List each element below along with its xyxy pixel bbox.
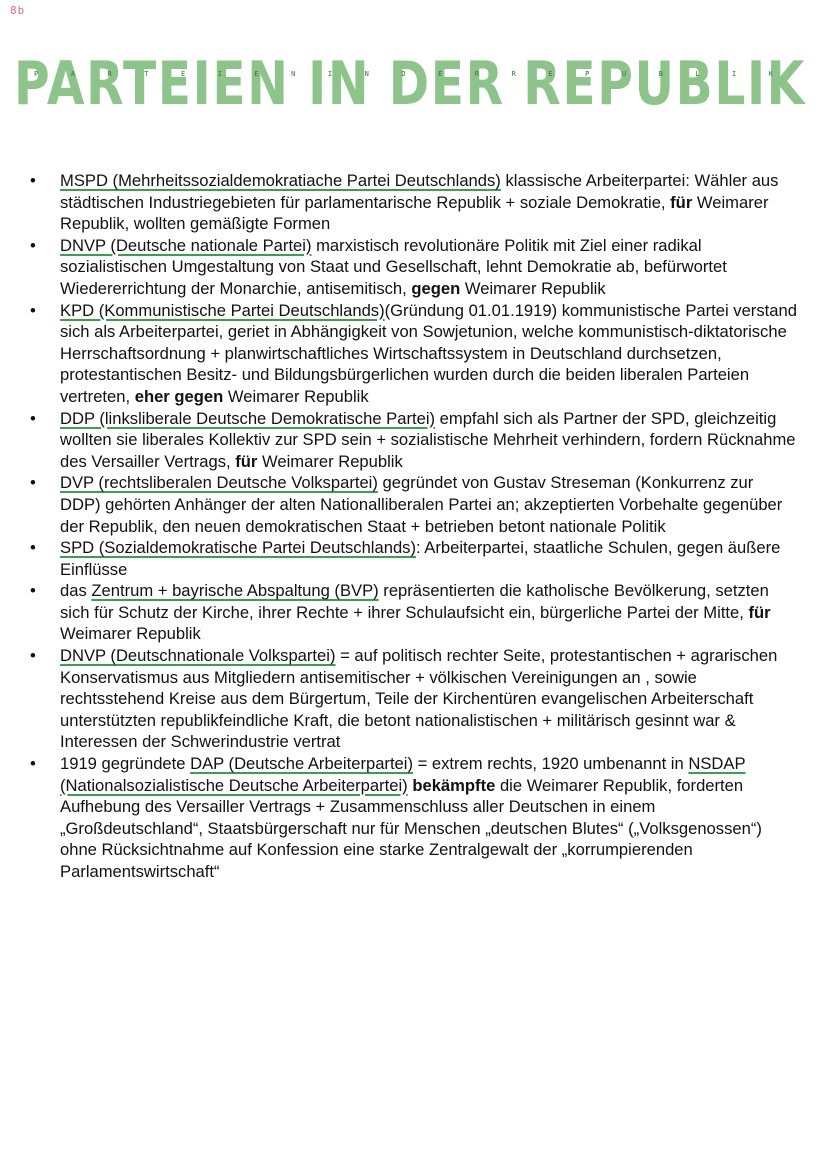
party-name: KPD (Kommunistische Partei Deutschlands) bbox=[60, 300, 385, 320]
party-list bbox=[28, 170, 798, 883]
party-stance: gegen bbox=[411, 278, 461, 298]
party-text: marxistisch revolutionäre Politik mit Ziel einer radikal sozialistischen Umgestaltung von Staat und Gesellschaft, lehnt Demokratie ab, befürwortet Wiedererrichtung der Monarchie, antisemitisch, bbox=[60, 235, 727, 298]
party-name: DDP (linksliberale Deutsche Demokratische Partei) bbox=[60, 408, 436, 428]
bullet: • bbox=[30, 408, 36, 428]
bullet: • bbox=[30, 581, 36, 601]
party-prefix: 1919 gegründete bbox=[60, 754, 191, 774]
list-item bbox=[28, 170, 798, 235]
list-item bbox=[28, 537, 798, 580]
list-item bbox=[28, 300, 798, 408]
party-name: DVP (rechtsliberalen Deutsche Volkspartei) bbox=[60, 473, 378, 493]
party-text-end: Weimarer Republik bbox=[257, 451, 403, 471]
list-item bbox=[28, 235, 798, 300]
bullet: • bbox=[30, 235, 36, 255]
party-text: klassische Arbeiterpartei: Wähler aus städtischen Industriegebieten für parlamentarische Republik + soziale Demokratie, bbox=[60, 171, 779, 212]
party-name: DNVP (Deutschnationale Volkspartei) bbox=[60, 646, 336, 666]
party-stance: für bbox=[670, 192, 693, 212]
list-item bbox=[28, 753, 798, 883]
party-text: repräsentierten die katholische Bevölkerung, setzten sich für Schutz der Kirche, ihrer Rechte + ihrer Schulaufsicht ein, bürgerliche Partei der Mitte, bbox=[60, 581, 769, 622]
bullet: • bbox=[30, 171, 36, 190]
party-name: DAP (Deutsche Arbeiterpartei) bbox=[190, 754, 413, 774]
party-text-end: Weimarer Republik bbox=[460, 278, 606, 298]
party-prefix: das bbox=[60, 581, 92, 601]
bullet: • bbox=[30, 646, 36, 666]
bullet: • bbox=[30, 538, 36, 558]
list-item bbox=[28, 408, 798, 473]
title-text: PARTEIEN IN DER REPUBLIK bbox=[14, 49, 807, 119]
list-item bbox=[28, 645, 798, 753]
party-stance: eher gegen bbox=[134, 386, 224, 406]
list-item bbox=[28, 472, 798, 537]
party-text-end: Weimarer Republik bbox=[60, 624, 201, 644]
party-name: Zentrum + bayrische Abspaltung (BVP) bbox=[91, 581, 379, 601]
party-name: DNVP (Deutsche nationale Partei) bbox=[60, 235, 312, 255]
party-stance: für bbox=[748, 602, 771, 622]
party-text: : Arbeiterpartei, staatliche Schulen, gegen äußere Einflüsse bbox=[60, 538, 781, 579]
title-overlay-text: P A R T E I E N I N D E R R E P U B L I K bbox=[34, 70, 775, 78]
party-stance: bekämpfte bbox=[407, 775, 496, 795]
party-text: gegründet von Gustav Streseman (Konkurrenz zur DDP) gehörten Anhänger der alten Nationalliberalen Partei an; akzeptierten Vorbehalte gegenüber der Republik, den neuen demokratischen Staat + betrieben betont nationale Politik bbox=[60, 473, 783, 536]
party-name: SPD (Sozialdemokratische Partei Deutschlands) bbox=[60, 538, 416, 558]
bullet: • bbox=[30, 300, 36, 320]
page-title bbox=[14, 42, 814, 122]
party-text: die Weimarer Republik, forderten Aufhebung des Versailler Vertrags + Zusammenschluss aller Deutschen in einem „Großdeutschland“, Staatsbürgerschaft nur für Menschen „deutschen Blutes“ („Volksgenossen“) ohne Rücksichtnahme auf Konfession eine starke Zentralgewalt der „korrumpierenden Parlamentswirtschaft“ bbox=[60, 775, 762, 881]
page-number-mark: 8b bbox=[10, 4, 26, 17]
party-stance: für bbox=[235, 451, 258, 471]
party-text-end: Weimarer Republik, wollten gemäßigte Formen bbox=[60, 192, 769, 234]
party-text: = auf politisch rechter Seite, protestantischen + agrarischen Konservatismus aus Mitgliedern antisemitischer + völkischen Vereinigungen an , sowie rechtsstehend Kreise aus dem Bürgertum, Teile der Kirchentüren evangelischen Arbeiterschaft unterstützten republikfeindliche Kraft, die betont nationalistischen + militärisch gesinnt war & Interessen der Schwerindustrie vertrat bbox=[60, 646, 778, 752]
party-text-end: Weimarer Republik bbox=[223, 386, 369, 406]
list-item bbox=[28, 580, 798, 645]
party-text: empfahl sich als Partner der SPD, gleichzeitig wollten sie liberales Kollektiv zur SPD sein + sozialistische Mehrheit verhindern, fordern Rücknahme des Versailler Vertrags, bbox=[60, 408, 796, 471]
party-text-mid: = extrem rechts, 1920 umbenannt in bbox=[413, 754, 689, 774]
party-name: MSPD (Mehrheitssozialdemokratiache Partei Deutschlands) bbox=[60, 171, 501, 190]
bullet: • bbox=[30, 754, 36, 774]
bullet: • bbox=[30, 473, 36, 493]
party-text: (Gründung 01.01.1919) kommunistische Partei verstand sich als Arbeiterpartei, geriet in Abhängigkeit von Sowjetunion, welche kommunistisch-diktatorische Herrschaftsordnung + planwirtschaftliches Wirtschaftssystem in Deutschland durchsetzen, protestantischen Besitz- und Bildungsbürgerlichen wurden durch die beiden liberalen Parteien vertreten, bbox=[60, 300, 797, 406]
title-lettering bbox=[14, 42, 814, 122]
party-name-2: NSDAP (Nationalsozialistische Deutsche Arbeiterpartei) bbox=[60, 754, 746, 795]
